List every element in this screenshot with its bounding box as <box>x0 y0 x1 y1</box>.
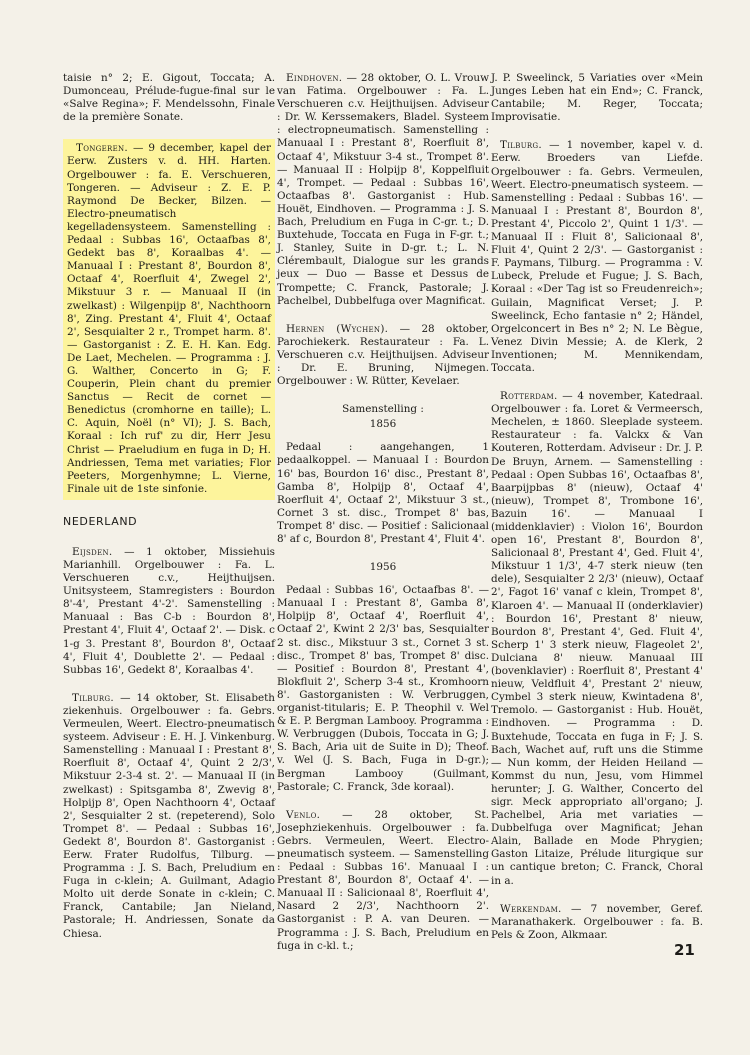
entry-tilburg-2 <box>491 139 703 375</box>
entry-text: — 28 oktober, Parochiekerk. Restaurateur : Fa. L. Verschueren c.v. Heijthuijsen. Adviseur : Dr. E. Bruning, Nijmegen. Orgelbouwer : W. Rütter, Kevelaer. <box>277 322 489 388</box>
entry-continuation: taisie n° 2; E. Gigout, Toccata; A. Dumonceau, Prélude-fugue-final sur le «Salve Regina»; F. Mendelssohn, Finale de la première Sonate. <box>63 72 275 124</box>
entry-eindhoven <box>277 72 489 308</box>
entry-text: — 9 december, kapel der Eerw. Zusters v. d. HH. Harten. Orgelbouwer : fa. E. Verschueren, Tongeren. — Adviseur : Z. E. P. Raymond De Becker, Bilzen. — Electro-pneumatisch kegelladensysteem. Samenstelling : Pedaal : Subbas 16', Octaafbas 8', Gedekt bas 8', Koraalbas 4'. — Manuaal I : Prestant 8', Bourdon 8', Octaaf 4', Roerfluit 4', Zwegel 2', Mikstuur 3 r. — Manuaal II (in zwelkast) : Wilgenpijp 8', Nachthoorn 8', Zing. Prestant 4', Fluit 4', Octaaf 2', Sesquialter 2 r., Trompet harm. 8'. — Gastorganist : Z. E. H. Kan. Edg. De Laet, Mechelen. — Programma : J. G. Walther, Concerto in G; F. Couperin, Plein chant du premier Sanctus — Recit de cornet — Benedictus (cromhorne en taille); L. C. Aquin, Noël (n° VI); J. S. Bach, Koraal : Ich ruf' zu dir, Herr Jesu Christ — Praeludium en fuga in D; H. Andriessen, Tema met variaties; Flor Peeters, Morgenhymne; L. Vierne, Finale uit de 1ste sinfonie. <box>67 142 271 495</box>
entry-text: — 1 oktober, Missiehuis Marianhill. Orgelbouwer : Fa. L. Verschueren c.v., Heijthuijsen. Unitsysteem, Stamregisters : Bourdon 8'-4', Prestant 4'-2'. Samenstelling : Manuaal : Bas C-b : Bourdon 8', Prestant 4', Fluit 4', Octaaf 2'. — Disk. c 1-g 3. Prestant 8', Bourdon 8', Octaaf 4', Fluit 4', Doublette 2'. — Pedaal : Subbas 16', Gedekt 8', Koraalbas 4'. <box>63 545 275 676</box>
entry-1856-disposition: Pedaal : aangehangen, 1 pedaalkoppel. — Manuaal I : Bourdon 16' bas, Bourdon 16' disc., Prestant 8', Gamba 8', Holpijp 8', Octaaf 4', Roerfluit 4', Octaaf 2', Mikstuur 3 st., Cornet 3 st. disc., Trompet 8' bas, Trompet 8' disc. — Positief : Salicionaal 8' af c, Bourdon 8', Prestant 4', Fluit 4'. <box>277 441 489 545</box>
column-1 <box>63 72 275 956</box>
entry-tilburg <box>63 692 275 941</box>
entry-text: — 28 oktober, O. L. Vrouw van Fatima. Orgelbouwer : Fa. L. Verschueren c.v. Heijthuijsen. Adviseur : Dr. W. Kerssemakers, Bladel. Systeem : electropneumatisch. Samenstelling : Manuaal I : Prestant 8', Roerfluit 8', Octaaf 4', Mikstuur 3-4 st., Trompet 8'. — Manuaal II : Holpijp 8', Koppelfluit 4', Trompet. — Pedaal : Subbas 16', Octaafbas 8'. Gastorganist : Hub. Houët, Eindhoven. — Programma : J. S. Bach, Preludium en Fuga in C-gr. t.; D. Buxtehude, Toccata en Fuga in F-gr. t.; J. Stanley, Suite in D-gr. t.; L. N. Clérembault, Dialogue sur les grands jeux — Duo — Basse et Dessus de Trompette; C. Franck, Pastorale; J. Pachelbel, Dubbelfuga over Magnificat. <box>277 72 489 307</box>
entry-rotterdam <box>491 390 703 888</box>
place-name: Tilburg. <box>500 139 542 152</box>
entry-text: — 7 november, Geref. Maranathakerk. Orgelbouwer : fa. B. Pels & Zoon, Alkmaar. <box>491 902 703 941</box>
entry-text: — 28 oktober, St. Josephziekenhuis. Orgelbouwer : fa. Gebrs. Vermeulen, Weert. Electro-pneumatisch systeem. — Samenstelling : Pedaal : Subbas 16'. Manuaal I : Prestant 8', Bourdon 8', Octaaf 4'. — Manuaal II : Salicionaal 8', Roerfluit 4', Nasard 2 2/3', Nachthoorn 2'. Gastorganist : P. A. van Deuren. — Programma : J. S. Bach, Preludium en fuga in c-kl. t.; <box>277 808 490 952</box>
place-name: Eijsden. <box>72 545 113 558</box>
place-name: Tilburg. <box>72 691 114 704</box>
entry-1956-disposition: Pedaal : Subbas 16', Octaafbas 8'. — Manuaal I : Prestant 8', Gamba 8', Holpijp 8', Octaaf 4', Roerfluit 4', Octaaf 2', Kwint 2 2/3' bas, Sesquialter 2 st. disc., Mikstuur 3 st., Cornet 3 st. disc., Trompet 8' bas, Trompet 8' disc. — Positief : Bourdon 8', Prestant 4', Blokfluit 2', Scherp 3-4 st., Kromhoorn 8'. Gastorganisten : W. Verbruggen, organist-titularis; E. P. Theophil v. Wel & E. P. Bergman Lambooy. Programma : W. Verbruggen (Dubois, Toccata in G; J. S. Bach, Aria uit de Suite in D); Theof. v. Wel (J. S. Bach, Fuga in D-gr.); Bergman Lambooy (Guilmant, Pastorale; C. Franck, 3de koraal). <box>277 584 489 793</box>
place-name: Hernen (Wychen). <box>286 322 389 335</box>
subheading-samenstelling: Samenstelling : <box>342 403 424 416</box>
place-name: Eindhoven. <box>286 72 343 84</box>
place-name: Tongeren. <box>76 142 129 155</box>
column-3 <box>491 72 703 957</box>
entry-continuation: J. P. Sweelinck, 5 Variaties over «Mein Junges Leben hat ein End»; C. Franck, Cantabile; M. Reger, Toccata; Improvisatie. <box>491 72 703 124</box>
entry-tongeren-highlighted <box>63 139 275 500</box>
place-name: Rotterdam. <box>500 390 558 403</box>
place-name: Werkendam. <box>500 902 562 915</box>
entry-text: — 4 november, Katedraal. Orgelbouwer : fa. Loret & Vermeersch, Mechelen, ± 1860. Sleeplade systeem. Restaurateur : fa. Valckx & Van Kouteren, Rotterdam. Adviseur : Dr. J. P. De Bruyn, Arnem. — Samenstelling : Pedaal : Open Subbas 16', Octaafbas 8', Baarpijpbas 8' (nieuw), Octaaf 4' (nieuw), Trompet 8', Trombone 16', Bazuin 16'. — Manuaal I (middenklavier) : Violon 16', Bourdon open 16', Prestant 8', Bourdon 8', Salicionaal 8', Prestant 4', Ged. Fluit 4', Mikstuur 1 1/3', 4-7 sterk nieuw (ten dele), Sesquialter 2 2/3' (nieuw), Octaaf 2', Fagot 16' vanaf c klein, Trompet 8', Klaroen 4'. — Manuaal II (onderklavier) : Bourdon 16', Prestant 8' nieuw, Bourdon 8', Prestant 4', Ged. Fluit 4', Scherp 1' 3 sterk nieuw, Flageolet 2', Dulciana 8' nieuw. Manuaal III (bovenklavier) : Roerfluit 8', Prestant 4' nieuw, Veldfluit 4', Prestant 2' nieuw, Cymbel 3 sterk nieuw, Kwintadena 8', Tremolo. — Gastorganist : Hub. Houët, Eindhoven. — Programma : D. Buxtehude, Toccata en fuga in F; J. S. Bach, Wachet auf, ruft uns die Stimme — Nun komm, der Heiden Heiland — Kommst du nun, Jesu, vom Himmel herunter; J. G. Walther, Concerto del sigr. Meck appropriato all'organo; J. Pachelbel, Aria met variaties — Dubbelfuga over Magnificat; Jehan Alain, Ballade en Mode Phrygien; Gaston Litaize, Prélude liturgique sur un cantique breton; C. Franck, Choral in a. <box>491 390 703 887</box>
column-2 <box>277 72 489 968</box>
entry-venlo <box>277 809 489 953</box>
page-number: 21 <box>674 941 695 959</box>
year-heading: 1856 <box>369 418 397 431</box>
place-name: Venlo. <box>286 808 321 821</box>
entry-text: — 14 oktober, St. Elisabeth ziekenhuis. Orgelbouwer : fa. Gebrs. Vermeulen, Weert. Electro-pneumatisch systeem. Adviseur : E. H. J. Vinkenburg. Samenstelling : Manuaal I : Prestant 8', Roerfluit 8', Octaaf 4', Quint 2 2/3', Mikstuur 2-3-4 st. 2'. — Manuaal II (in zwelkast) : Spitsgamba 8', Zwevig 8', Holpijp 8', Open Nachthoorn 4', Octaaf 2', Sesquialter 2 st. (repeterend), Solo Trompet 8'. — Pedaal : Subbas 16', Gedekt 8', Bourdon 8'. Gastorganist : Eerw. Frater Rudolfus, Tilburg. — Programma : J. S. Bach, Preludium en Fuga in c-klein; A. Guilmant, Adagio Molto uit derde Sonate in c-klein; C. Franck, Cantabile; Jan Nieland, Pastorale; H. Andriessen, Sonate da Chiesa. <box>63 691 275 940</box>
section-heading: NEDERLAND <box>63 514 138 528</box>
entry-eijsden <box>63 546 275 677</box>
entry-werkendam <box>491 903 703 942</box>
entry-text: — 1 november, kapel v. d. Eerw. Broeders van Liefde. Orgelbouwer : fa. Gebrs. Vermeulen, Weert. Electro-pneumatisch systeem. — Samenstelling : Pedaal : Subbas 16'. — Manuaal I : Prestant 8', Bourdon 8', Prestant 4', Piccolo 2', Quint 1 1/3'. — Manuaal II : Fluit 8', Salicionaal 8', Fluit 4', Quint 2 2/3'. — Gastorganist : F. Paymans, Tilburg. — Programma : V. Lubeck, Prelude et Fugue; J. S. Bach, Koraal : «Der Tag ist so Freudenreich»; Guilain, Magnificat Verset; J. P. Sweelinck, Echo fantasie n° 2; Händel, Orgelconcert in Bes n° 2; N. Le Bègue, Venez Divin Messie; A. de Klerk, 2 Inventionen; M. Mennikendam, Toccata. <box>491 139 703 374</box>
year-heading: 1956 <box>369 561 397 574</box>
entry-hernen <box>277 323 489 388</box>
